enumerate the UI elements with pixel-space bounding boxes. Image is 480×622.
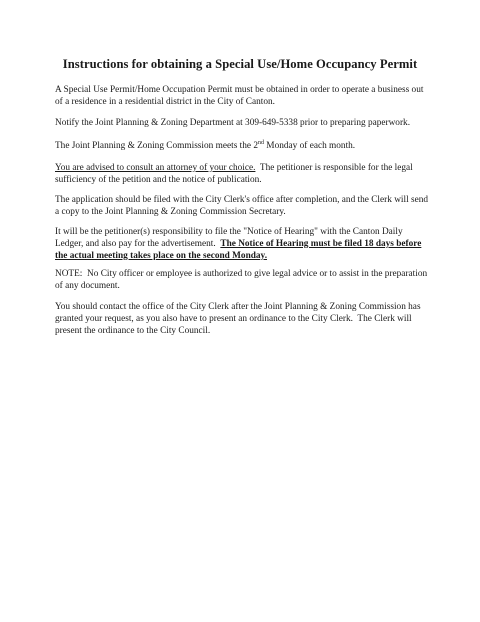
paragraph-notice-of-hearing bbox=[55, 226, 430, 262]
document-title: Instructions for obtaining a Special Use/Home Occupancy Permit bbox=[62, 57, 418, 71]
paragraph-filing-application: The application should be filed with the City Clerk's office after completion, and the Clerk will send a copy to the Joint Planning & Zoning Commission Secretary. bbox=[55, 195, 429, 217]
paragraph-notify-department: Notify the Joint Planning & Zoning Department at 309-649-5338 prior to preparing paperwork. bbox=[55, 118, 411, 128]
paragraph-permit-requirement: A Special Use Permit/Home Occupation Permit must be obtained in order to operate a business out of a residence in a residential district in the City of Canton. bbox=[55, 85, 424, 107]
paragraph-contact-clerk: You should contact the office of the City Clerk after the Joint Planning & Zoning Commission has granted your request, as you also have to present an ordinance to the City Clerk. The Clerk will present the ordinance to the City Council. bbox=[55, 302, 423, 336]
notice-deadline-emphasis: The Notice of Hearing must be filed 18 days before the actual meeting takes place on the second Monday. bbox=[55, 239, 422, 261]
ordinal-superscript: nd bbox=[257, 140, 264, 146]
meeting-text-before: The Joint Planning & Zoning Commission meets the 2 bbox=[55, 141, 258, 151]
attorney-advice-underlined: You are advised to consult an attorney of your choice. bbox=[55, 163, 256, 173]
paragraph-commission-meeting bbox=[55, 140, 430, 152]
attorney-advice-rest: The petitioner is responsible for the legal sufficiency of the petition and the notice of publication. bbox=[55, 163, 416, 185]
paragraph-legal-note: NOTE: No City officer or employee is authorized to give legal advice or to assist in the preparation of any document. bbox=[55, 269, 430, 291]
paragraph-attorney-advice bbox=[55, 162, 430, 186]
notice-text: It will be the petitioner(s) responsibility to file the "Notice of Hearing" with the Canton Daily Ledger, and also pay for the advertisement. bbox=[55, 227, 405, 249]
meeting-text-after: Monday of each month. bbox=[263, 141, 356, 151]
